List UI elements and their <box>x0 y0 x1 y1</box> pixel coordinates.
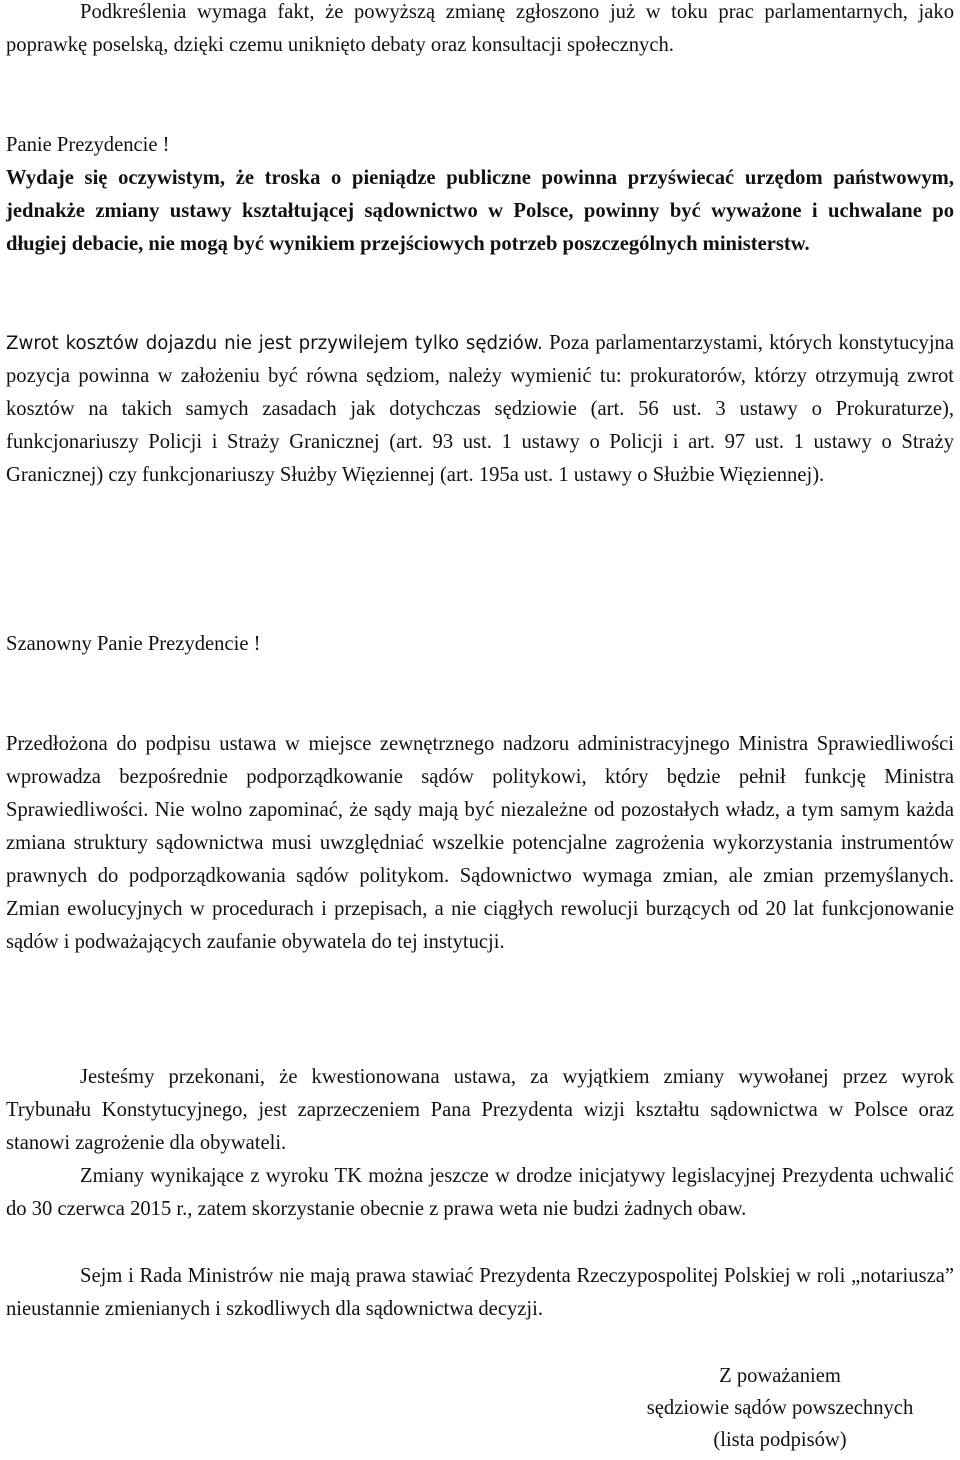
paragraph-tk-judgment: Zmiany wynikające z wyroku TK można jeszcze w drodze inicjatywy legislacyjnej Prezydenta uchwalić do 30 czerwca 2015 r., zatem skorzystanie obecnie z prawa weta nie budzi żadnych obaw. <box>6 1165 954 1220</box>
salutation-panie-prezydencie: Panie Prezydencie ! <box>6 134 170 156</box>
paragraph-parliamentary-amendment: Podkreślenia wymaga fakt, że powyższą zmianę zgłoszono już w toku prac parlamentarnych, jako poprawkę poselską, dzięki czemu uniknięto debaty oraz konsultacji społecznych. <box>6 1 954 56</box>
signatory-line: sędziowie sądów powszechnych <box>646 1397 914 1419</box>
paragraph-public-money: Wydaje się oczywistym, że troska o pieniądze publiczne powinna przyświecać urzędom państwowym, jednakże zmiany ustawy kształtującej sądownictwo w Polsce, powinny być wyważone i uchwalane po długiej debacie, nie mogą być wynikiem przejściowych potrzeb poszczególnych ministerstw. <box>6 167 954 255</box>
paragraph-contested-act: Jesteśmy przekonani, że kwestionowana ustawa, za wyjątkiem zmiany wywołanej przez wyrok Trybunału Konstytucyjnego, jest zaprzeczeniem Pana Prezydenta wizji kształtu sądownictwa w Polsce oraz stanowi zagrożenie dla obywateli. <box>6 1066 954 1154</box>
paragraph-minister-of-justice: Przedłożona do podpisu ustawa w miejsce zewnętrznego nadzoru administracyjnego Ministra Sprawiedliwości wprowadza bezpośrednie podporządkowanie sądów politykowi, który będzie pełnił funkcję Ministra Sprawiedliwości. Nie wolno zapominać, że sądy mają być niezależne od pozostałych władz, a tym samym każda zmiana struktury sądownictwa musi uwzględniać wszelkie potencjalne zagrożenia wykorzystania instrumentów prawnych do podporządkowania sądów politykom. Sądownictwo wymaga zmian, ale zmian przemyślanych. Zmian ewolucyjnych w procedurach i przepisach, a nie ciągłych rewolucji burzących od 20 lat funkcjonowanie sądów i podważających zaufanie obywatela do tej instytucji. <box>6 733 954 953</box>
travel-costs-rest: Poza parlamentarzystami, których konstytucyjna pozycja powinna w założeniu być równa sędziom, należy wymienić tu: prokuratorów, którzy otrzymują zwrot kosztów na takich samych zasadach jak dotychczas sędziowie (art. 56 ust. 3 ustawy o Prokuraturze), funkcjonariuszy Policji i Straży Granicznej (art. 93 ust. 1 ustawy o Policji i art. 97 ust. 1 ustawy o Straży Granicznej) czy funkcjonariuszy Służby Więziennej (art. 195a ust. 1 ustawy o Służbie Więziennej). <box>6 332 954 486</box>
travel-costs-lead-sentence: Zwrot kosztów dojazdu nie jest przywilejem tylko sędziów. <box>6 333 543 354</box>
signatures-note: (lista podpisów) <box>713 1429 847 1451</box>
paragraph-notary-role: Sejm i Rada Ministrów nie mają prawa stawiać Prezydenta Rzeczypospolitej Polskiej w roli „notariusza” nieustannie zmienianych i szkodliwych dla sądownictwa decyzji. <box>6 1265 954 1320</box>
closing-phrase: Z poważaniem <box>719 1365 841 1387</box>
paragraph-travel-costs <box>6 327 954 492</box>
salutation-szanowny-panie-prezydencie: Szanowny Panie Prezydencie ! <box>6 633 261 655</box>
